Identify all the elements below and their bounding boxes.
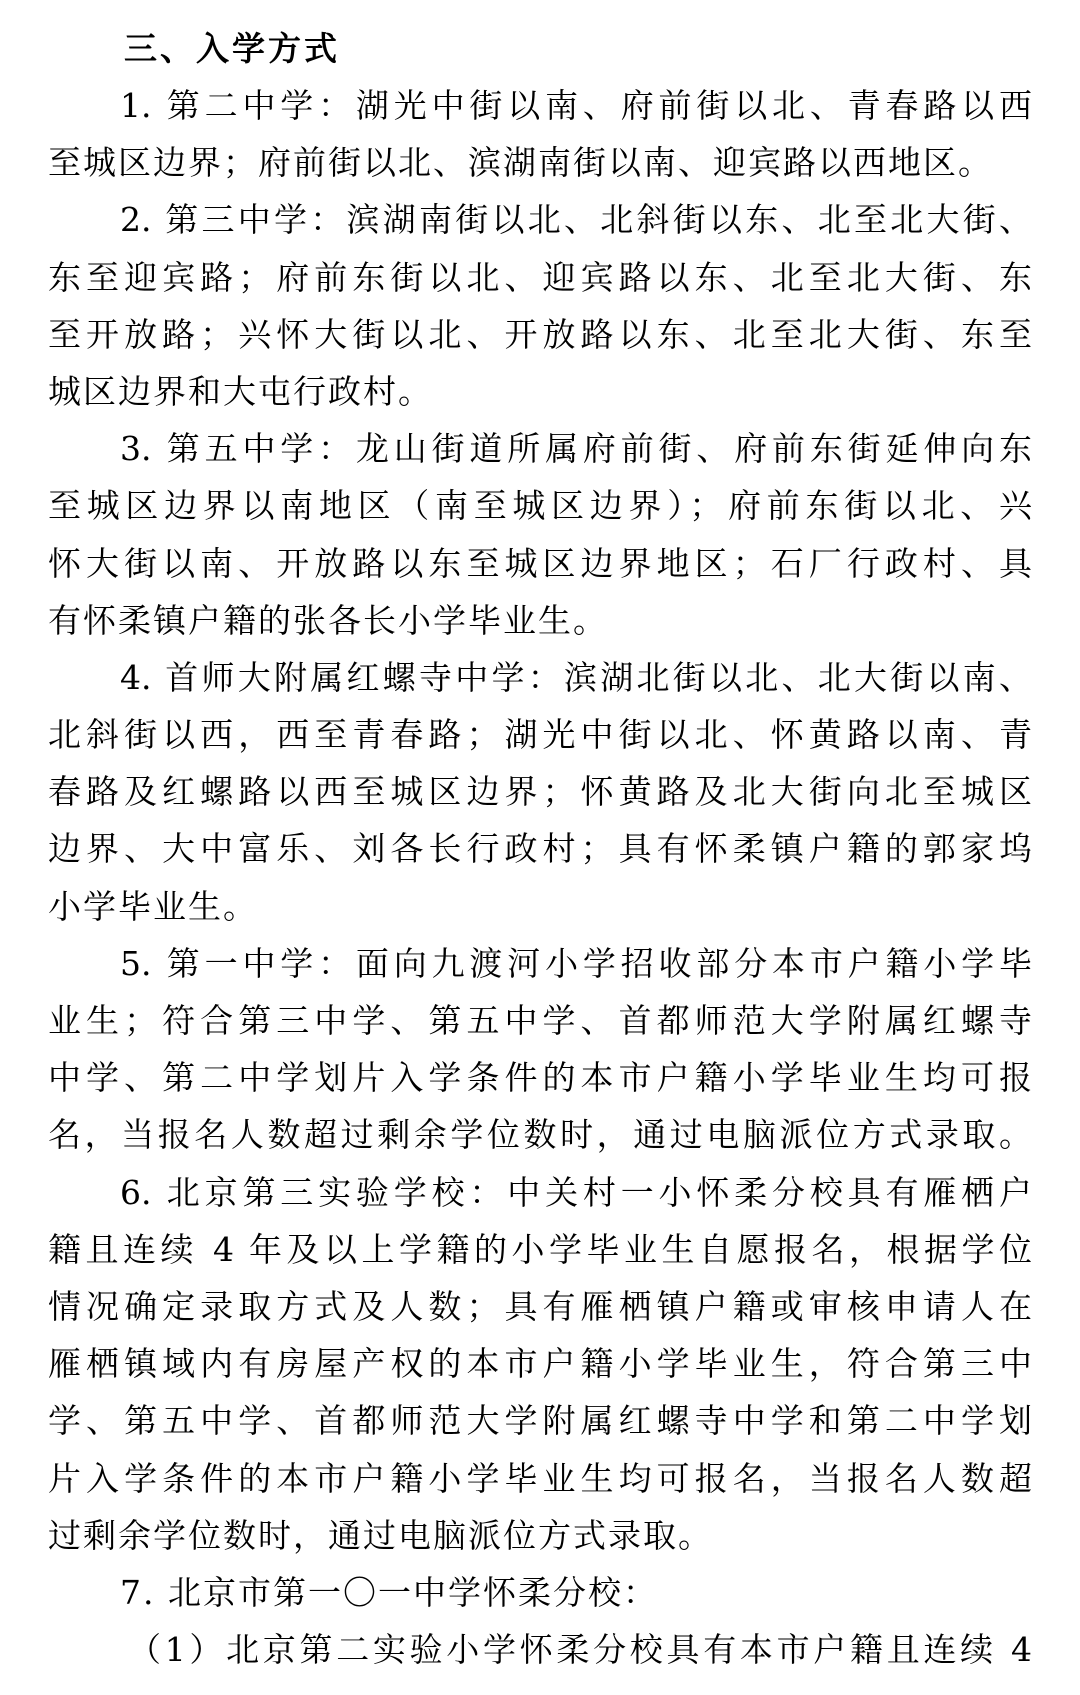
paragraph-line: 东至迎宾路；府前东街以北、迎宾路以东、北至北大街、东 bbox=[48, 257, 1032, 297]
paragraph-2 bbox=[48, 191, 1032, 420]
paragraph-line: 1. 第二中学：湖光中街以南、府前街以北、青春路以西 bbox=[120, 86, 1032, 125]
paragraph-line: 5. 第一中学：面向九渡河小学招收部分本市户籍小学毕 bbox=[120, 943, 1032, 983]
paragraph-line: 3. 第五中学：龙山街道所属府前街、府前东街延伸向东 bbox=[120, 429, 1032, 469]
paragraph-line: 至开放路；兴怀大街以北、开放路以东、北至北大街、东至 bbox=[48, 314, 1032, 354]
paragraph-4 bbox=[48, 649, 1032, 935]
paragraph-line: 4. 首师大附属红螺寺中学：滨湖北街以北、北大街以南、 bbox=[120, 657, 1032, 697]
paragraph-line: 过剩余学位数时，通过电脑派位方式录取。 bbox=[48, 1515, 713, 1555]
paragraph-line: 籍且连续 4 年及以上学籍的小学毕业生自愿报名，根据学位 bbox=[48, 1229, 1032, 1269]
paragraph-7 bbox=[48, 1564, 1032, 1621]
paragraph-1 bbox=[48, 77, 1032, 191]
paragraph-line: 怀大街以南、开放路以东至城区边界地区；石厂行政村、具 bbox=[48, 543, 1032, 583]
paragraph-line: 情况确定录取方式及人数；具有雁栖镇户籍或审核申请人在 bbox=[48, 1286, 1032, 1326]
paragraph-line: 中学、第二中学划片入学条件的本市户籍小学毕业生均可报 bbox=[48, 1058, 1032, 1098]
paragraph-line: 名，当报名人数超过剩余学位数时，通过电脑派位方式录取。 bbox=[48, 1115, 1032, 1155]
paragraph-line: 春路及红螺路以西至城区边界；怀黄路及北大街向北至城区 bbox=[48, 772, 1032, 812]
section-heading: 三、入学方式 bbox=[124, 29, 340, 68]
paragraph-line: 业生；符合第三中学、第五中学、首都师范大学附属红螺寺 bbox=[48, 1001, 1032, 1040]
paragraph-7-1 bbox=[48, 1621, 1032, 1678]
paragraph-line: 至城区边界以南地区（南至城区边界）；府前东街以北、兴 bbox=[48, 486, 1032, 526]
paragraph-3 bbox=[48, 420, 1032, 649]
paragraph-line: 北斜街以西，西至青春路；湖光中街以北、怀黄路以南、青 bbox=[48, 715, 1032, 755]
paragraph-line: 小学毕业生。 bbox=[48, 886, 258, 926]
document-page bbox=[48, 20, 1032, 1678]
paragraph-line: 6. 北京第三实验学校：中关村一小怀柔分校具有雁栖户 bbox=[120, 1172, 1032, 1212]
paragraph-line: 城区边界和大屯行政村。 bbox=[48, 371, 433, 411]
paragraph-5 bbox=[48, 935, 1032, 1164]
paragraph-line: 学、第五中学、首都师范大学附属红螺寺中学和第二中学划 bbox=[48, 1401, 1032, 1441]
paragraph-line: 7. 北京市第一〇一中学怀柔分校： bbox=[120, 1572, 658, 1612]
paragraph-line: 至城区边界；府前街以北、滨湖南街以南、迎宾路以西地区。 bbox=[48, 143, 993, 183]
paragraph-6 bbox=[48, 1164, 1032, 1564]
paragraph-line: 有怀柔镇户籍的张各长小学毕业生。 bbox=[48, 600, 608, 640]
paragraph-line: 片入学条件的本市户籍小学毕业生均可报名，当报名人数超 bbox=[48, 1458, 1032, 1498]
paragraph-line: （1）北京第二实验小学怀柔分校具有本市户籍且连续 4 bbox=[128, 1630, 1032, 1670]
paragraph-line: 2. 第三中学：滨湖南街以北、北斜街以东、北至北大街、 bbox=[120, 200, 1032, 240]
paragraph-line: 雁栖镇域内有房屋产权的本市户籍小学毕业生，符合第三中 bbox=[48, 1344, 1032, 1384]
paragraph-line: 边界、大中富乐、刘各长行政村；具有怀柔镇户籍的郭家坞 bbox=[48, 829, 1032, 869]
